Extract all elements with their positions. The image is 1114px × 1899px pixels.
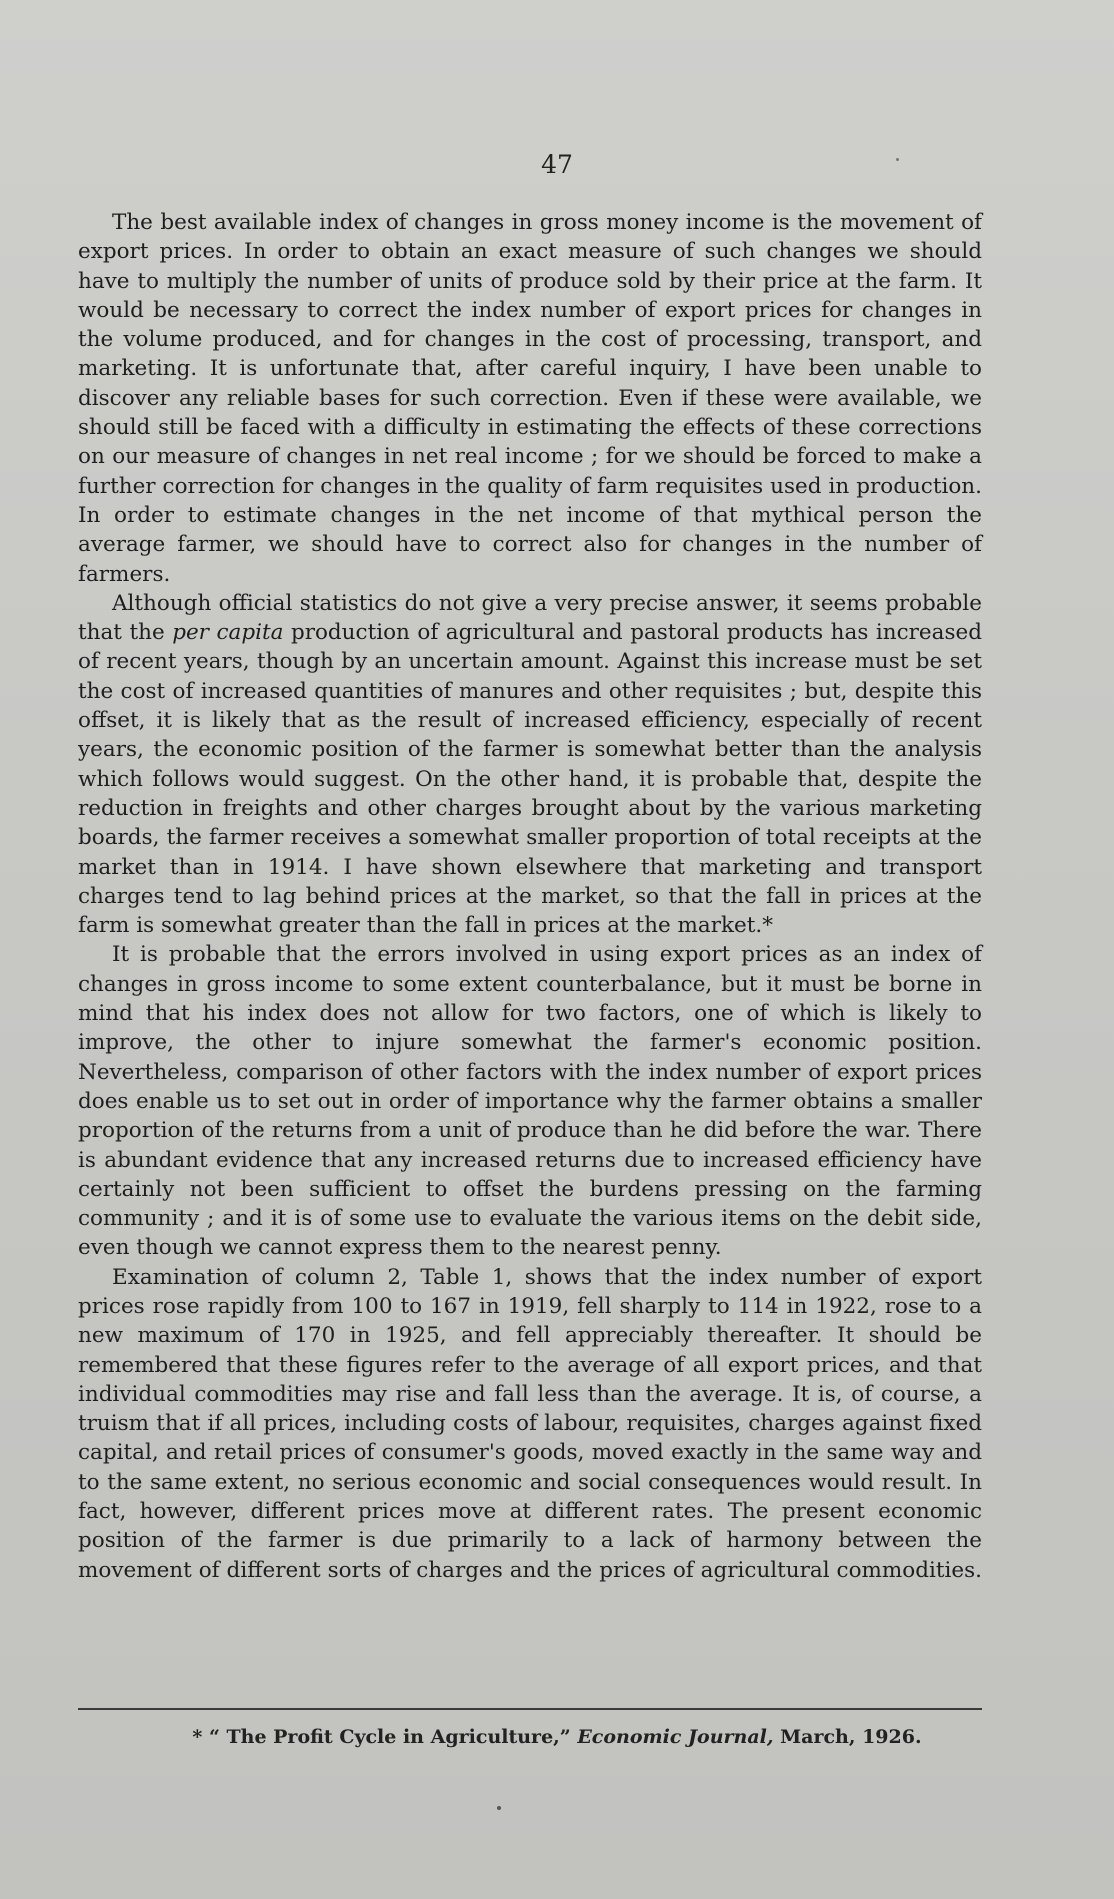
footnote-prefix: * “ The Profit Cycle in Agriculture,” xyxy=(192,1726,571,1748)
paragraph-2 xyxy=(78,589,982,941)
paragraph-2-lead: Although official statistics do not give a very precise answer, it seems xyxy=(112,590,878,616)
page-number: 47 xyxy=(541,150,573,179)
paragraph-2-lead-b: probable that the xyxy=(78,590,982,646)
footnote-journal: Economic Journal, xyxy=(577,1726,774,1748)
footnote xyxy=(0,1726,1114,1748)
paper-speck xyxy=(896,158,899,161)
footnote-suffix: March, 1926. xyxy=(780,1726,922,1748)
paragraph-2-rest: production of agricultural and pastoral products has increased of recent years, though by an uncertain amount. Against this increase must be set the cost of increased quantities of manures and other requisites ; but, despite this offset, it is likely that as the result of increased efficiency, especially of recent years, the economic position of the farmer is somewhat better than the analysis which follows would suggest. On the other hand, it is probable that, despite the reduction in freights and other charges brought about by the various marketing boards, the farmer receives a somewhat smaller proportion of total receipts at the market than in 1914. I have shown elsewhere that marketing and transport charges tend to lag behind prices at the market, so that the fall in prices at the farm is somewhat greater than the fall in prices at the market.* xyxy=(78,620,982,939)
paragraph-4: Examination of column 2, Table 1, shows that the index number of export prices rose rapidly from 100 to 167 in 1919, fell sharply to 114 in 1922, rose to a new maximum of 170 in 1925, and fell appreciably thereafter. It should be remembered that these figures refer to the average of all export prices, and that individual commodities may rise and fall less than the average. It is, of course, a truism that if all prices, including costs of labour, requisites, charges against fixed capital, and retail prices of consumer's goods, moved exactly in the same way and to the same extent, no serious economic and social consequences would result. In fact, however, different prices move at different rates. The present economic position of the farmer is due primarily to a lack of harmony between the movement of different sorts of charges and the prices of agricultural commodities. xyxy=(78,1264,982,1583)
paragraph-3: It is probable that the errors involved in using export prices as an index of changes in gross income to some extent counterbalance, but it must be borne in mind that his index does not allow for two factors, one of which is likely to improve, the other to injure somewhat the farmer's economic position. Nevertheless, comparison of other factors with the index number of export prices does enable us to set out in order of importance why the farmer obtains a smaller proportion of the returns from a unit of produce than he did before the war. There is abundant evidence that any increased returns due to increased efficiency have certainly not been sufficient to offset the burdens pressing on the farming community ; and it is of some use to evaluate the various items on the debit side, even though we cannot express them to the nearest penny. xyxy=(78,942,982,1261)
paper-speck xyxy=(497,1806,501,1810)
paragraph-1: The best available index of changes in gross money income is the movement of export prices. In order to obtain an exact measure of such changes we should have to multiply the number of units of produce sold by their price at the farm. It would be necessary to correct the index number of export prices for changes in the volume produced, and for changes in the cost of processing, transport, and marketing. It is unfortunate that, after careful inquiry, I have been unable to discover any reliable bases for such correction. Even if these were available, we should still be faced with a difficulty in estimating the effects of these corrections on our measure of changes in net real income ; for we should be forced to make a further correction for changes in the quality of farm requisites used in production. In order to estimate changes in the net income of that mythical person the average farmer, we should have to correct also for changes in the number of farmers. xyxy=(78,210,982,587)
footnote-rule xyxy=(78,1708,982,1710)
paragraph-2-italic: per capita xyxy=(172,620,284,646)
body-text xyxy=(78,208,982,1585)
